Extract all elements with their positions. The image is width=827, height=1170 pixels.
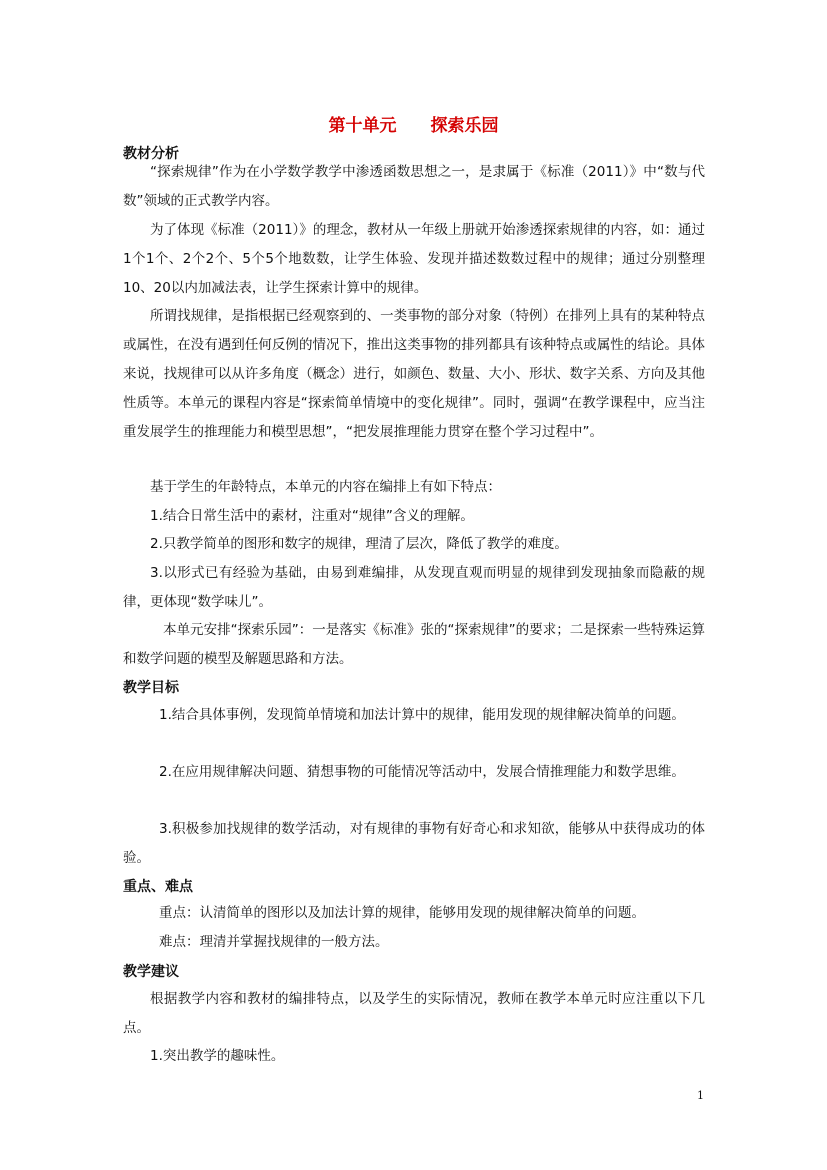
list-item: 3.积极参加找规律的数学活动，对有规律的事物有好奇心和求知欲，能够从中获得成功的体验。 (123, 821, 705, 866)
list-item: 1.结合日常生活中的素材，注重对“规律”含义的理解。 (150, 508, 474, 524)
list-item: 2.只教学简单的图形和数字的规律，理清了层次，降低了教学的难度。 (150, 536, 568, 552)
paragraph: 为了体现《标准（2011）》的理念，教材从一年级上册就开始渗透探索规律的内容，如：通过1个1个、2个2个、5个5个地数数，让学生体验、发现并描述数数过程中的规律；通过分别整理10、20以内加减法表，让学生探索计算中的规律。 (123, 222, 705, 296)
paragraph: 难点：理清并掌握找规律的一般方法。 (159, 934, 389, 950)
paragraph: 本单元安排“探索乐园”：一是落实《标准》张的“探索规律”的要求；二是探索一些特殊运算和数学问题的模型及解题思路和方法。 (123, 622, 705, 667)
section-heading-teaching-goals: 教学目标 (123, 680, 179, 696)
section-heading-teaching-suggestions: 教学建议 (123, 964, 179, 980)
list-item: 1.突出教学的趣味性。 (150, 1048, 285, 1064)
section-heading-textbook-analysis: 教材分析 (123, 146, 179, 162)
paragraph: “探索规律”作为在小学数学教学中渗透函数思想之一，是隶属于《标准（2011）》中“数与代数”领域的正式教学内容。 (123, 164, 705, 209)
paragraph: 所谓找规律，是指根据已经观察到的、一类事物的部分对象（特例）在排列上具有的某种特点或属性，在没有遇到任何反例的情况下，推出这类事物的排列都具有该种特点或属性的结论。具体来说，找规律可以从许多角度（概念）进行，如颜色、数量、大小、形状、数字关系、方向及其他性质等。本单元的课程内容是“探索简单情境中的变化规律”。同时，强调“在教学课程中，应当注重发展学生的推理能力和模型思想”，“把发展推理能力贯穿在整个学习过程中”。 (123, 308, 705, 440)
paragraph: 基于学生的年龄特点，本单元的内容在编排上有如下特点： (150, 479, 501, 495)
list-item: 3.以形式已有经验为基础，由易到难编排，从发现直观而明显的规律到发现抽象而隐蔽的规律，更体现“数学味儿”。 (123, 565, 705, 610)
page-title: 第十单元 探索乐园 (328, 116, 499, 136)
section-heading-key-points: 重点、难点 (123, 879, 193, 895)
paragraph: 重点：认清简单的图形以及加法计算的规律，能够用发现的规律解决简单的问题。 (159, 905, 645, 921)
list-item: 1.结合具体事例，发现简单情境和加法计算中的规律，能用发现的规律解决简单的问题。 (159, 707, 685, 723)
list-item: 2.在应用规律解决问题、猜想事物的可能情况等活动中，发展合情推理能力和数学思维。 (159, 764, 685, 780)
paragraph: 根据教学内容和教材的编排特点，以及学生的实际情况，教师在教学本单元时应注重以下几点。 (123, 991, 705, 1036)
page-number: 1 (697, 1089, 704, 1102)
